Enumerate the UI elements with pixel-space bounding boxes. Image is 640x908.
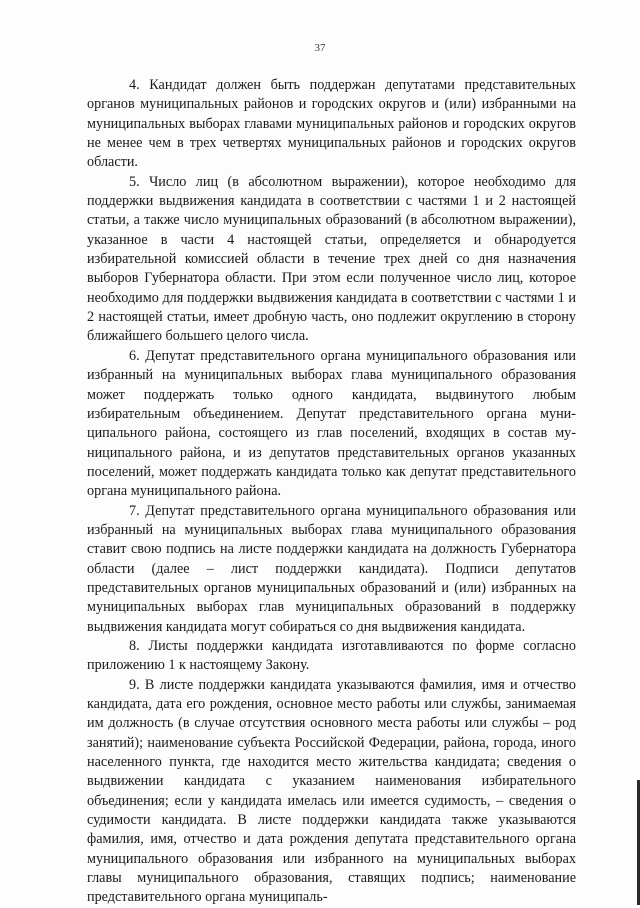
page-number: 37 <box>314 42 326 54</box>
paragraph-8: 8. Листы поддержки кандидата изготавливаются по форме согласно приложению 1 к настоящему Закону. <box>87 637 576 674</box>
paragraph-4: 4. Кандидат должен быть поддержан депутатами представительных органов муниципальных районов и городских округов и (или) избранными на муниципальных выборах главами муниципальных районов и городских округов не менее чем в трех четвертях муниципальных районов и городских округов области. <box>87 77 576 171</box>
paragraph-9: 9. В листе поддержки кандидата указываются фамилия, имя и отчество кандидата, дата его рождения, основное место работы или службы, занимаемая им должность (в случае отсутствия основного места работы или службы – род занятий); наименование субъекта Российской Федерации, района, города, иного населенного пункта, где находится место жительства кандидата; сведения о выдвижении кандидата с указанием наименования избирательного объединения; если у кандидата имелась или имеется судимость, – сведения о судимости кандидата. В листе поддержки кандидата также указываются фамилия, имя, отчество и дата рождения депутата представительного органа муниципального образования или избранного на муниципальных выборах главы муниципального образования, ставящих подпись; наименование представительного органа муниципаль- <box>87 676 576 906</box>
paragraph-5: 5. Число лиц (в абсолютном выражении), которое необходимо для поддержки выдвижения кандидата в соответствии с частями 1 и 2 настоящей статьи, а также число муниципальных образований (в абсолютном выражении), указанное в части 4 настоящей статьи, определяется и обнародуется избирательной комиссией области в течение трех дней со дня назначения выборов Губернатора области. При этом если полученное число лиц, которое необходимо для поддержки выдвижения кандидата в соответствии с частями 1 и 2 настоящей статьи, имеет дробную часть, оно подлежит округлению в сторону ближайшего большего целого числа. <box>87 173 576 345</box>
paragraph-6: 6. Депутат представительного органа муниципального образования или избранный на муниципальных выборах глава муниципального образования может поддержать только одного кандидата, выдвинутого любым избирательным объединением. Депутат представительного органа муниципального района, состоящего из глав поселений, входящих в состав муниципального района, и из депутатов представительных органов указанных поселений, может поддержать кандидата только как депутат представительного органа муниципального района. <box>87 347 576 500</box>
paragraph-7: 7. Депутат представительного органа муниципального образования или избранный на муниципальных выборах глава муниципального образования ставит свою подпись на листе поддержки кандидата на должность Губернатора области (далее – лист поддержки кандидата). Подписи депутатов представительных органов муниципальных образований и (или) избранных на муниципальных выборах глав муниципальных образований в поддержку выдвижения кандидата могут собираться со дня выдвижения кандидата. <box>87 502 576 635</box>
document-body <box>87 76 576 908</box>
